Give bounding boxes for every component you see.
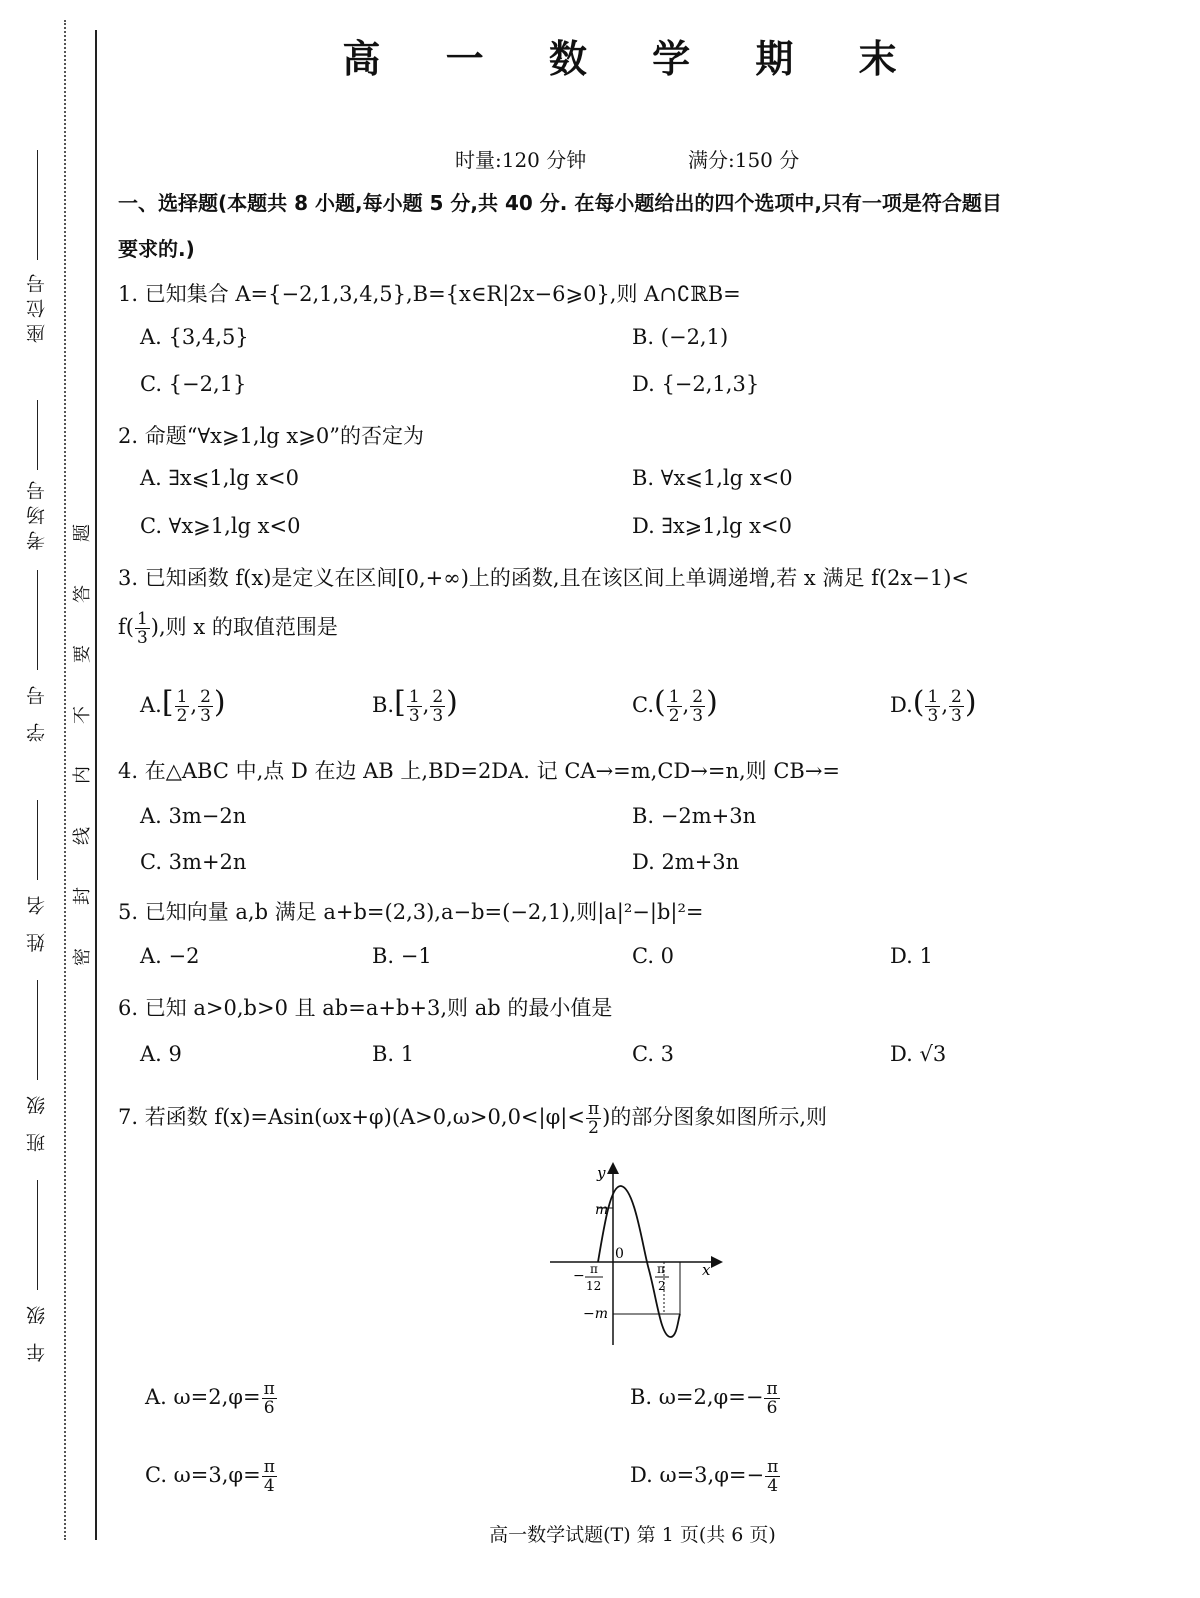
q5-option-a: A. −2 (140, 944, 200, 968)
q3-option-a: A.[ $\frac{1}{2}$ , $\frac{2}{3}$ ) (140, 685, 226, 726)
q1-option-b: B. (−2,1) (632, 325, 729, 349)
exam-title: 高 一 数 学 期 末 (342, 37, 923, 81)
question-4-stem: 4. 在△ABC 中,点 D 在边 AB 上,BD=2DA. 记 CA→=m,CD→=n,则 CB→= (118, 759, 841, 783)
q1-option-a: A. {3,4,5} (140, 325, 249, 349)
q7-option-a: A. ω=2,φ= $\frac{\pi}{6}$ (145, 1379, 275, 1418)
section-header: 一、选择题(本题共 8 小题,每小题 5 分,共 40 分. 在每小题给出的四个选项中,只有一项是符合题目 要求的.) (118, 191, 1002, 261)
q5-option-b: B. −1 (372, 944, 432, 968)
q3-option-d: D.( $\frac{1}{3}$ , $\frac{2}{3}$ ) (890, 685, 977, 726)
q6-option-d: D. √3 (890, 1042, 947, 1066)
q4-option-d: D. 2m+3n (632, 850, 740, 874)
question-2-stem: 2. 命题“∀x⩾1,lg x⩾0”的否定为 (118, 424, 424, 448)
seat-number-field: 座位号 (18, 150, 58, 380)
q4-option-a: A. 3m−2n (140, 804, 247, 828)
q5-option-c: C. 0 (632, 944, 675, 968)
q4-option-b: B. −2m+3n (632, 804, 757, 828)
q2-option-b: B. ∀x⩽1,lg x<0 (632, 466, 793, 490)
question-1-stem: 1. 已知集合 A={−2,1,3,4,5},B={x∈R|2x−6⩾0},则 A∩∁ℝB= (118, 282, 741, 306)
q7-option-c: C. ω=3,φ= $\frac{\pi}{4}$ (145, 1457, 275, 1496)
exam-room-field: 考场号 (18, 380, 58, 570)
q5-option-d: D. 1 (890, 944, 933, 968)
full-score: 满分:150 分 (688, 148, 800, 172)
neg-m-label: −m (583, 1306, 609, 1322)
seal-warning-text: 题 答 要 不 内 线 封 密 (72, 524, 93, 966)
origin-label: 0 (615, 1246, 624, 1262)
question-3-stem-line2: f( $\frac{1}{3}$ ),则 x 的取值范围是 (118, 609, 338, 648)
q1-option-c: C. {−2,1} (140, 372, 247, 396)
question-5-stem: 5. 已知向量 a,b 满足 a+b=(2,3),a−b=(−2,1),则|a|²−|b|²= (118, 900, 704, 924)
time-limit: 时量:120 分钟 (455, 148, 587, 172)
left-num: π (590, 1262, 598, 1276)
q3-option-b: B.[ $\frac{1}{3}$ , $\frac{2}{3}$ ) (372, 685, 458, 726)
right-num: π (657, 1262, 665, 1276)
question-3-stem: 3. 已知函数 f(x)是定义在区间[0,+∞)上的函数,且在该区间上单调递增,若 x 满足 f(2x−1)< (118, 566, 970, 590)
page-footer: 高一数学试题(T) 第 1 页(共 6 页) (489, 1524, 776, 1546)
q2-option-a: A. ∃x⩽1,lg x<0 (140, 466, 300, 490)
question-7-stem: 7. 若函数 f(x)=Asin(ωx+φ)(A>0,ω>0,0<|φ|< $\frac{\pi}{2}$ )的部分图象如图所示,则 (118, 1099, 828, 1138)
q3-option-c: C.( $\frac{1}{2}$ , $\frac{2}{3}$ ) (632, 685, 718, 726)
q1-option-d: D. {−2,1,3} (632, 372, 760, 396)
sine-graph (545, 1160, 735, 1350)
q2-option-c: C. ∀x⩾1,lg x<0 (140, 514, 301, 538)
question-6-stem: 6. 已知 a>0,b>0 且 ab=a+b+3,则 ab 的最小值是 (118, 996, 613, 1020)
q2-option-d: D. ∃x⩾1,lg x<0 (632, 514, 792, 538)
q6-option-b: B. 1 (372, 1042, 415, 1066)
binding-solid-line (95, 30, 97, 1540)
left-den: 12 (586, 1279, 602, 1293)
m-label: m (595, 1202, 609, 1218)
x-axis-label: x (702, 1261, 711, 1279)
q6-option-c: C. 3 (632, 1042, 675, 1066)
q4-option-c: C. 3m+2n (140, 850, 247, 874)
name-field: 姓 名 (18, 800, 58, 980)
class-field: 班 级 (18, 980, 58, 1180)
student-id-field: 学 号 (18, 570, 58, 790)
grade-field: 年 级 (18, 1180, 58, 1370)
q7-option-b: B. ω=2,φ=− $\frac{\pi}{6}$ (630, 1379, 778, 1418)
left-sign: − (573, 1268, 585, 1284)
right-den: 2 (658, 1279, 666, 1293)
y-axis-label: y (597, 1164, 606, 1182)
q7-option-d: D. ω=3,φ=− $\frac{\pi}{4}$ (630, 1457, 779, 1496)
binding-dotted-line (64, 20, 66, 1540)
q6-option-a: A. 9 (140, 1042, 182, 1066)
